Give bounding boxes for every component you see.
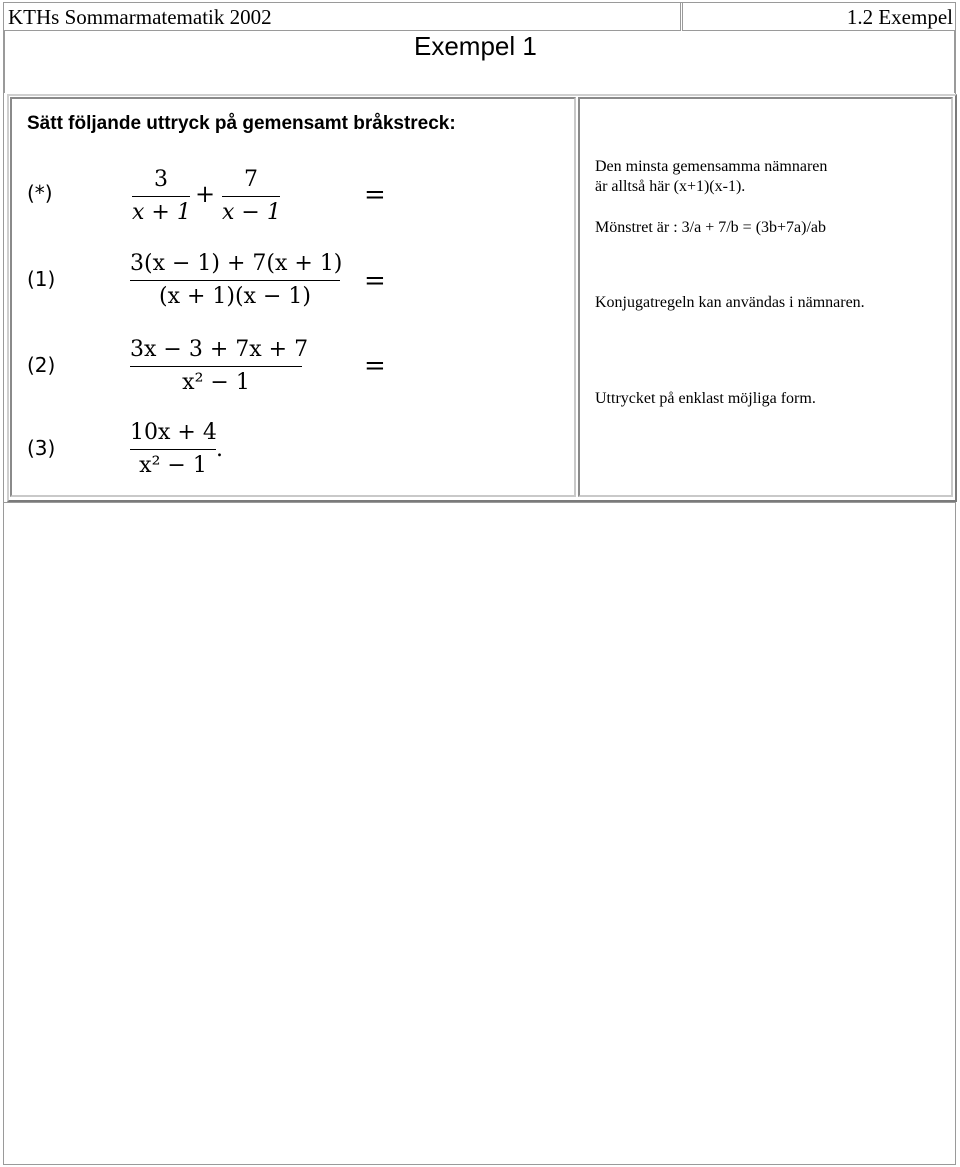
note-simplest-form: Uttrycket på enklast möjliga form. (595, 390, 816, 407)
denominator: x² − 1 (139, 453, 207, 478)
fraction-3-over-x-plus-1 (132, 166, 190, 227)
note-pattern: Mönstret är : 3/a + 7/b = (3b+7a)/ab (595, 219, 827, 236)
step-label-2: (2) (27, 353, 56, 377)
header-left-cell (3, 2, 681, 31)
fraction-step-2 (130, 336, 309, 397)
section-name: 1.2 Exempel (846, 5, 953, 29)
header-right-cell (682, 2, 956, 31)
fraction-bar (130, 280, 340, 281)
numerator: 3 (154, 167, 168, 192)
instruction-text: Sätt följande uttryck på gemensamt bråkstreck: (27, 113, 456, 134)
equals-sign: = (364, 180, 386, 210)
fraction-bar (132, 196, 190, 197)
course-name: KTHs Sommarmatematik 2002 (8, 5, 272, 29)
denominator: x + 1 (132, 200, 191, 225)
period: . (216, 437, 223, 462)
note-common-denominator-cont: är alltså här (x+1)(x-1). (595, 178, 746, 195)
equals-sign: = (364, 266, 386, 296)
fraction-step-1 (130, 250, 343, 311)
page-title: Exempel 1 (414, 31, 537, 61)
fraction-bar (130, 449, 216, 450)
numerator: 3(x − 1) + 7(x + 1) (130, 251, 343, 276)
note-common-denominator: Den minsta gemensamma nämnaren (595, 158, 828, 175)
step-label-1: (1) (27, 267, 56, 291)
numerator: 10x + 4 (130, 420, 217, 445)
plus-sign: + (195, 180, 216, 208)
fraction-bar (222, 196, 280, 197)
step-label-3: (3) (27, 436, 56, 460)
note-conjugate-rule: Konjugatregeln kan användas i nämnaren. (595, 294, 865, 311)
denominator: (x + 1)(x − 1) (159, 284, 311, 309)
numerator: 3x − 3 + 7x + 7 (130, 337, 309, 362)
equals-sign: = (364, 351, 386, 381)
fraction-step-3 (130, 419, 216, 480)
fraction-bar (130, 366, 302, 367)
denominator: x − 1 (222, 200, 281, 225)
numerator: 7 (244, 167, 258, 192)
step-label-star: (*) (27, 181, 53, 205)
denominator: x² − 1 (182, 370, 250, 395)
divider (4, 502, 955, 503)
fraction-7-over-x-minus-1 (222, 166, 280, 227)
